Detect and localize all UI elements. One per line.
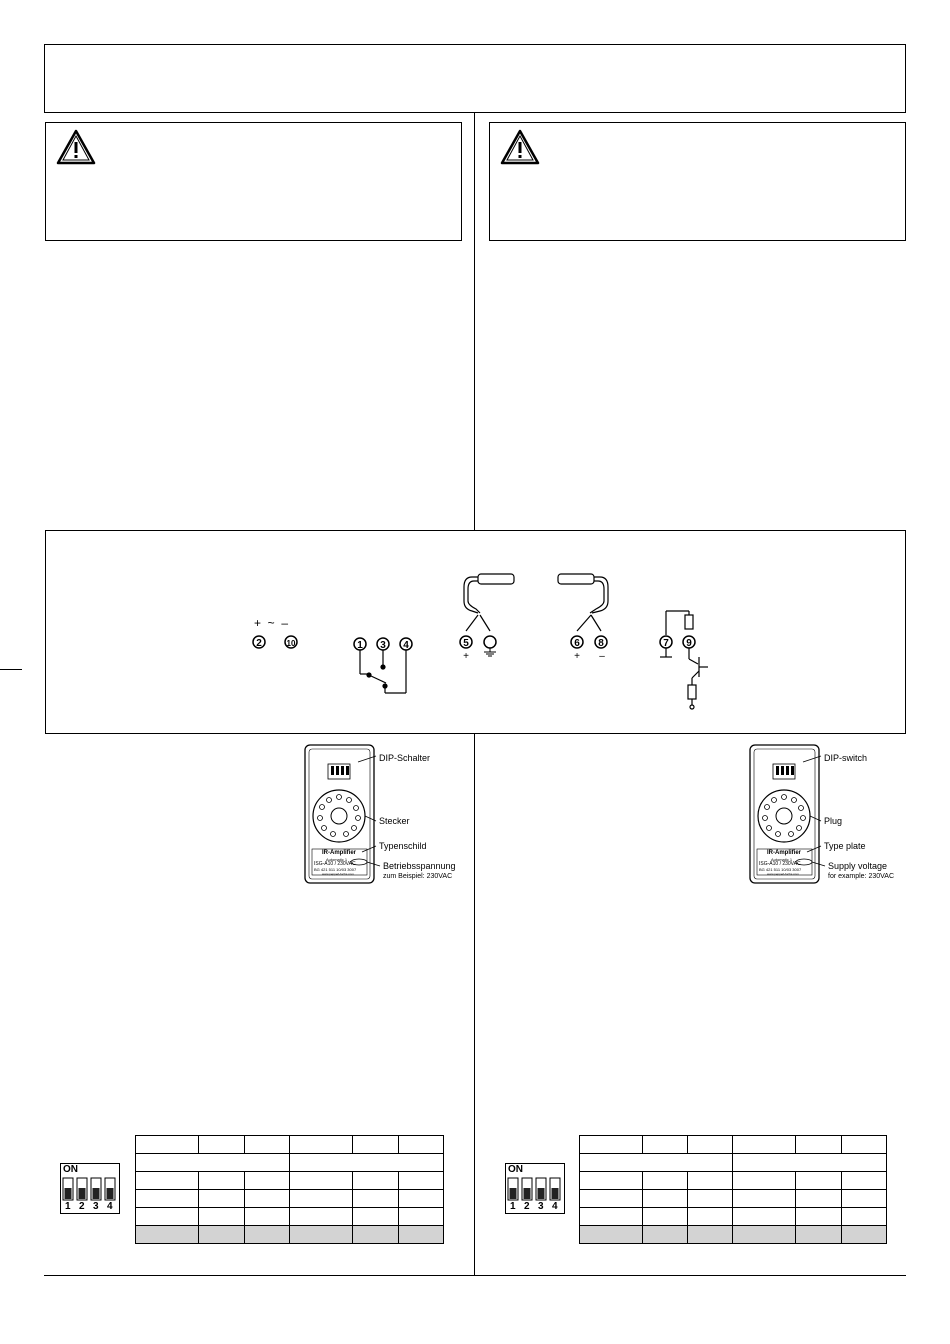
fold-mark (0, 669, 22, 670)
supply-symbols: + ~ – (254, 616, 289, 630)
connection-diagram-box (45, 530, 906, 734)
dip-number-4: 4 (552, 1201, 558, 1212)
dip-number-1: 1 (510, 1201, 516, 1212)
warning-box-left (45, 122, 462, 241)
terminal-ground-circle (484, 636, 496, 648)
table-row (580, 1154, 887, 1172)
receiver-minus-label: – (599, 651, 605, 662)
bottom-rule (44, 1275, 906, 1276)
device-drawing-en (745, 742, 915, 887)
header-box (44, 44, 906, 113)
dip-switch-graphic-right (505, 1163, 567, 1215)
label-supply-voltage: Betriebsspannung (383, 861, 456, 871)
table-row (136, 1208, 444, 1226)
warning-triangle-icon (500, 129, 540, 165)
dip-number-3: 3 (93, 1201, 99, 1212)
table-row (580, 1208, 887, 1226)
warning-box-right (489, 122, 906, 241)
terminal-4-label: 4 (403, 640, 409, 651)
terminal-9-label: 9 (686, 638, 692, 649)
sender-plus-label: + (463, 651, 469, 662)
dip-settings-table-right (579, 1135, 887, 1244)
terminal-5-label: 5 (463, 638, 469, 649)
label-type-plate: Typenschild (379, 841, 427, 851)
label-supply-voltage: Supply voltage (828, 861, 888, 871)
column-divider-upper (474, 113, 475, 531)
label-dip-switch: DIP-Schalter (379, 753, 431, 763)
table-row (580, 1172, 887, 1190)
relay-contact-symbol (360, 650, 406, 693)
table-row (136, 1190, 444, 1208)
warning-triangle-icon (56, 129, 96, 165)
nameplate-title: IR-Amplifier (322, 850, 357, 856)
ground-symbol-icon (484, 648, 496, 656)
terminal-6-label: 6 (574, 638, 580, 649)
terminal-3-label: 3 (380, 640, 386, 651)
nameplate-line3: BG 421 511 10/03 3007 (314, 867, 357, 872)
transistor-output-symbol (660, 611, 708, 709)
dip-number-1: 1 (65, 1201, 71, 1212)
nameplate-title: IR-Amplifier (767, 850, 802, 856)
terminal-2-label: 2 (256, 638, 262, 649)
table-row-highlighted (580, 1226, 887, 1244)
label-plug: Plug (824, 816, 843, 826)
nameplate-line4: www.pepperl-fuchs.com (767, 872, 799, 876)
table-row (136, 1154, 444, 1172)
table-row (136, 1136, 444, 1154)
sender-cable-icon (464, 574, 514, 631)
table-row (580, 1136, 887, 1154)
label-supply-voltage-example: for example: 230VAC (828, 873, 895, 880)
terminal-1-label: 1 (357, 640, 363, 651)
label-supply-voltage-example: zum Beispiel: 230VAC (383, 873, 453, 880)
terminal-10-label: 10 (286, 639, 296, 648)
connection-diagram (46, 531, 905, 733)
dip-settings-table-left (135, 1135, 444, 1244)
table-row (580, 1190, 887, 1208)
nameplate-line2: ISG-A10 / 230VAC (759, 861, 801, 867)
dip-on-label: ON (508, 1164, 523, 1175)
column-divider-lower (474, 734, 475, 1276)
dip-number-4: 4 (107, 1201, 113, 1212)
dip-switch-graphic-left (60, 1163, 122, 1215)
dip-number-2: 2 (524, 1201, 530, 1212)
receiver-cable-icon (558, 574, 608, 631)
nameplate-line2: ISG-A10 / 230VAC (314, 861, 356, 867)
nameplate-line1: Automatic 1 (771, 857, 793, 862)
label-type-plate: Type plate (824, 841, 866, 851)
nameplate-line4: www.pepperl-fuchs.com (322, 872, 354, 876)
table-row (136, 1172, 444, 1190)
table-row-highlighted (136, 1226, 444, 1244)
dip-number-3: 3 (538, 1201, 544, 1212)
nameplate-line3: BG 421 511 10/03 3007 (759, 867, 802, 872)
label-plug: Stecker (379, 816, 410, 826)
label-dip-switch: DIP-switch (824, 753, 868, 763)
terminal-8-label: 8 (598, 638, 604, 649)
dip-on-label: ON (63, 1164, 78, 1175)
receiver-plus-label: + (574, 651, 580, 662)
terminal-7-label: 7 (663, 638, 669, 649)
device-drawing-de (300, 742, 470, 887)
nameplate-line1: Automatic 1 (326, 857, 348, 862)
dip-number-2: 2 (79, 1201, 85, 1212)
